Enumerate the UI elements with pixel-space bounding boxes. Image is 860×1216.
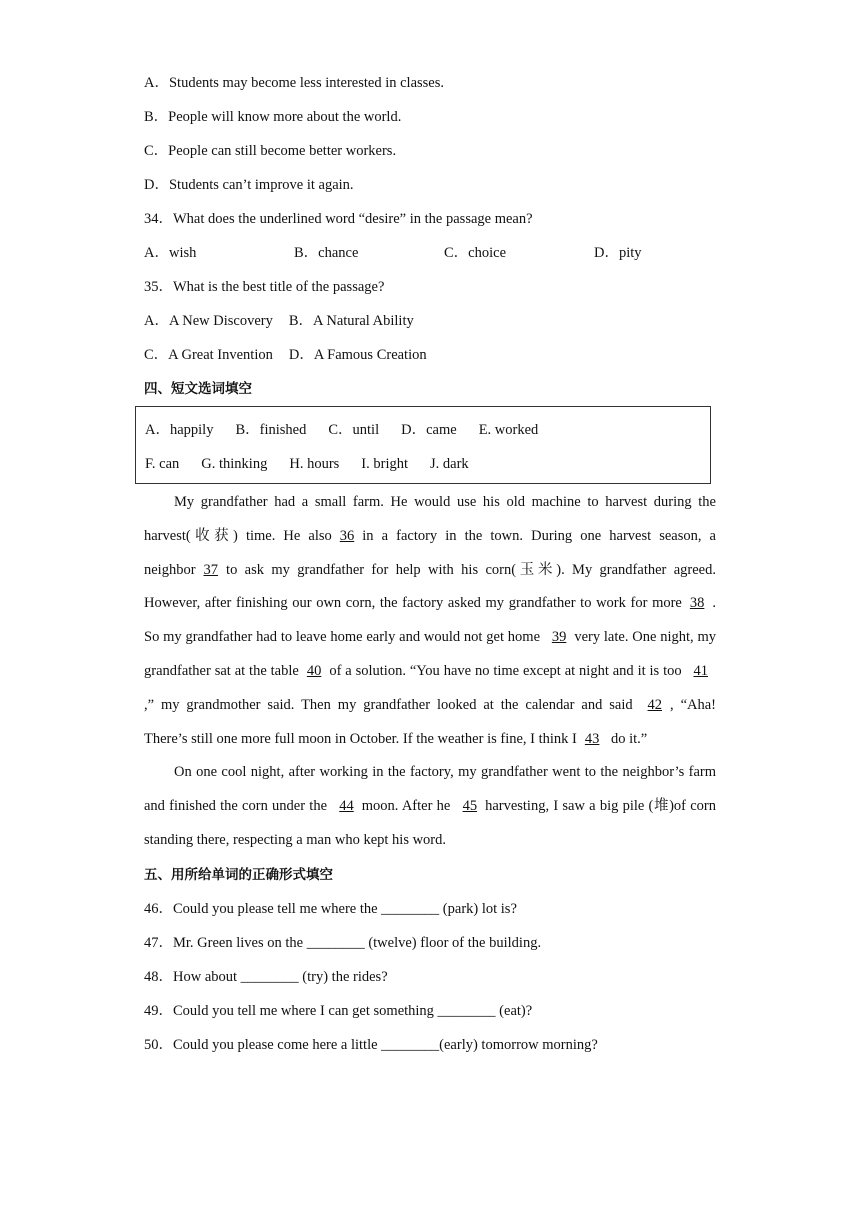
text-run: ,” my grandmother said. Then my grandfather looked at the calendar and said xyxy=(144,696,640,713)
word-option: H. hours xyxy=(289,456,340,472)
text-run: very late. One night, my grandfather sat at the table xyxy=(144,629,716,679)
q35-option-d: D．A Famous Creation xyxy=(288,347,427,363)
blank-44[interactable]: 44 xyxy=(339,798,354,815)
word-option: F. can xyxy=(145,456,180,472)
section4-heading: 四、短文选词填空 xyxy=(144,381,252,397)
q33-option-d: D．Students can’t improve it again. xyxy=(144,177,354,193)
blank-36[interactable]: 36 xyxy=(339,527,355,544)
word-option: J. dark xyxy=(430,456,469,472)
cloze-paragraph-2 xyxy=(144,756,716,857)
word-option: G. thinking xyxy=(201,456,268,472)
text-run: to ask my grandfather for help with his corn(玉米). My grandfather agreed. However, after finishing our own corn, the factory asked my grandfather to work for more xyxy=(144,561,716,612)
word-option: E. worked xyxy=(478,422,539,438)
text-run: On one cool night, after working in the factory, my grandfather went to the neighbor’s farm and finished the corn under the xyxy=(144,764,716,815)
q34-option-b: B．chance xyxy=(294,245,359,261)
question-50: 50．Could you please come here a little ________(early) tomorrow morning? xyxy=(144,1036,598,1053)
q34-option-a: A．wish xyxy=(144,245,197,261)
blank-37[interactable]: 37 xyxy=(203,561,219,578)
q33-option-a: A．Students may become less interested in classes. xyxy=(144,75,445,91)
word-bank-row-2 xyxy=(145,447,710,481)
q33-option-c: C．People can still become better workers. xyxy=(144,143,397,159)
word-bank-row-1 xyxy=(145,413,710,447)
blank-43[interactable]: 43 xyxy=(584,730,600,747)
text-run: harvesting, I saw a big pile (堆)of corn standing there, respecting a man who kept his word. xyxy=(144,798,716,848)
q35-options-row2 xyxy=(144,338,716,372)
word-option: A．happily xyxy=(145,422,214,438)
word-bank xyxy=(135,406,711,484)
blank-41[interactable]: 41 xyxy=(693,662,708,679)
question-48: 48．How about ________ (try) the rides? xyxy=(144,968,388,985)
blank-38[interactable]: 38 xyxy=(689,595,705,612)
question-46: 46．Could you please tell me where the ________ (park) lot is? xyxy=(144,900,517,917)
text-run: , “Aha! There’s still one more full moon in October. If the weather is fine, I think I xyxy=(144,696,716,747)
word-option: D．came xyxy=(401,422,457,438)
text-run: . So my grandfather had to leave home early and would not get home xyxy=(144,595,716,646)
q34-options xyxy=(144,236,716,270)
q34-option-d: D．pity xyxy=(594,245,642,261)
q35-option-a: A．A New Discovery xyxy=(144,313,273,329)
blank-40[interactable]: 40 xyxy=(306,662,322,679)
blank-42[interactable]: 42 xyxy=(647,696,663,713)
question-49: 49．Could you tell me where I can get something ________ (eat)? xyxy=(144,1002,533,1019)
q35-question: 35．What is the best title of the passage? xyxy=(144,279,385,295)
text-run: in a factory in the town. During one harvest season, a neighbor xyxy=(144,527,716,578)
blank-45[interactable]: 45 xyxy=(462,798,478,815)
word-option: B．finished xyxy=(235,422,307,438)
q34-option-c: C．choice xyxy=(444,245,507,261)
q34-question: 34．What does the underlined word “desire” in the passage mean? xyxy=(144,211,533,227)
q35-options-row1 xyxy=(144,304,716,338)
q35-option-b: B．A Natural Ability xyxy=(288,313,414,329)
text-run: do it.” xyxy=(607,730,648,747)
text-run: moon. After he xyxy=(361,798,455,815)
text-run: My grandfather had a small farm. He would use his old machine to harvest during the harvest(收获) time. He also xyxy=(144,494,716,544)
question-47: 47．Mr. Green lives on the ________ (twelve) floor of the building. xyxy=(144,934,542,951)
section5-heading: 五、用所给单词的正确形式填空 xyxy=(144,866,333,883)
word-option: I. bright xyxy=(361,456,409,472)
blank-39[interactable]: 39 xyxy=(551,629,567,646)
word-option: C．until xyxy=(328,422,380,438)
text-run: of a solution. “You have no time except at night and it is too xyxy=(329,662,686,679)
q35-option-c: C．A Great Invention xyxy=(144,347,273,363)
cloze-paragraph-1 xyxy=(144,486,716,756)
document-page xyxy=(144,66,716,1062)
q33-option-b: B．People will know more about the world. xyxy=(144,109,402,125)
